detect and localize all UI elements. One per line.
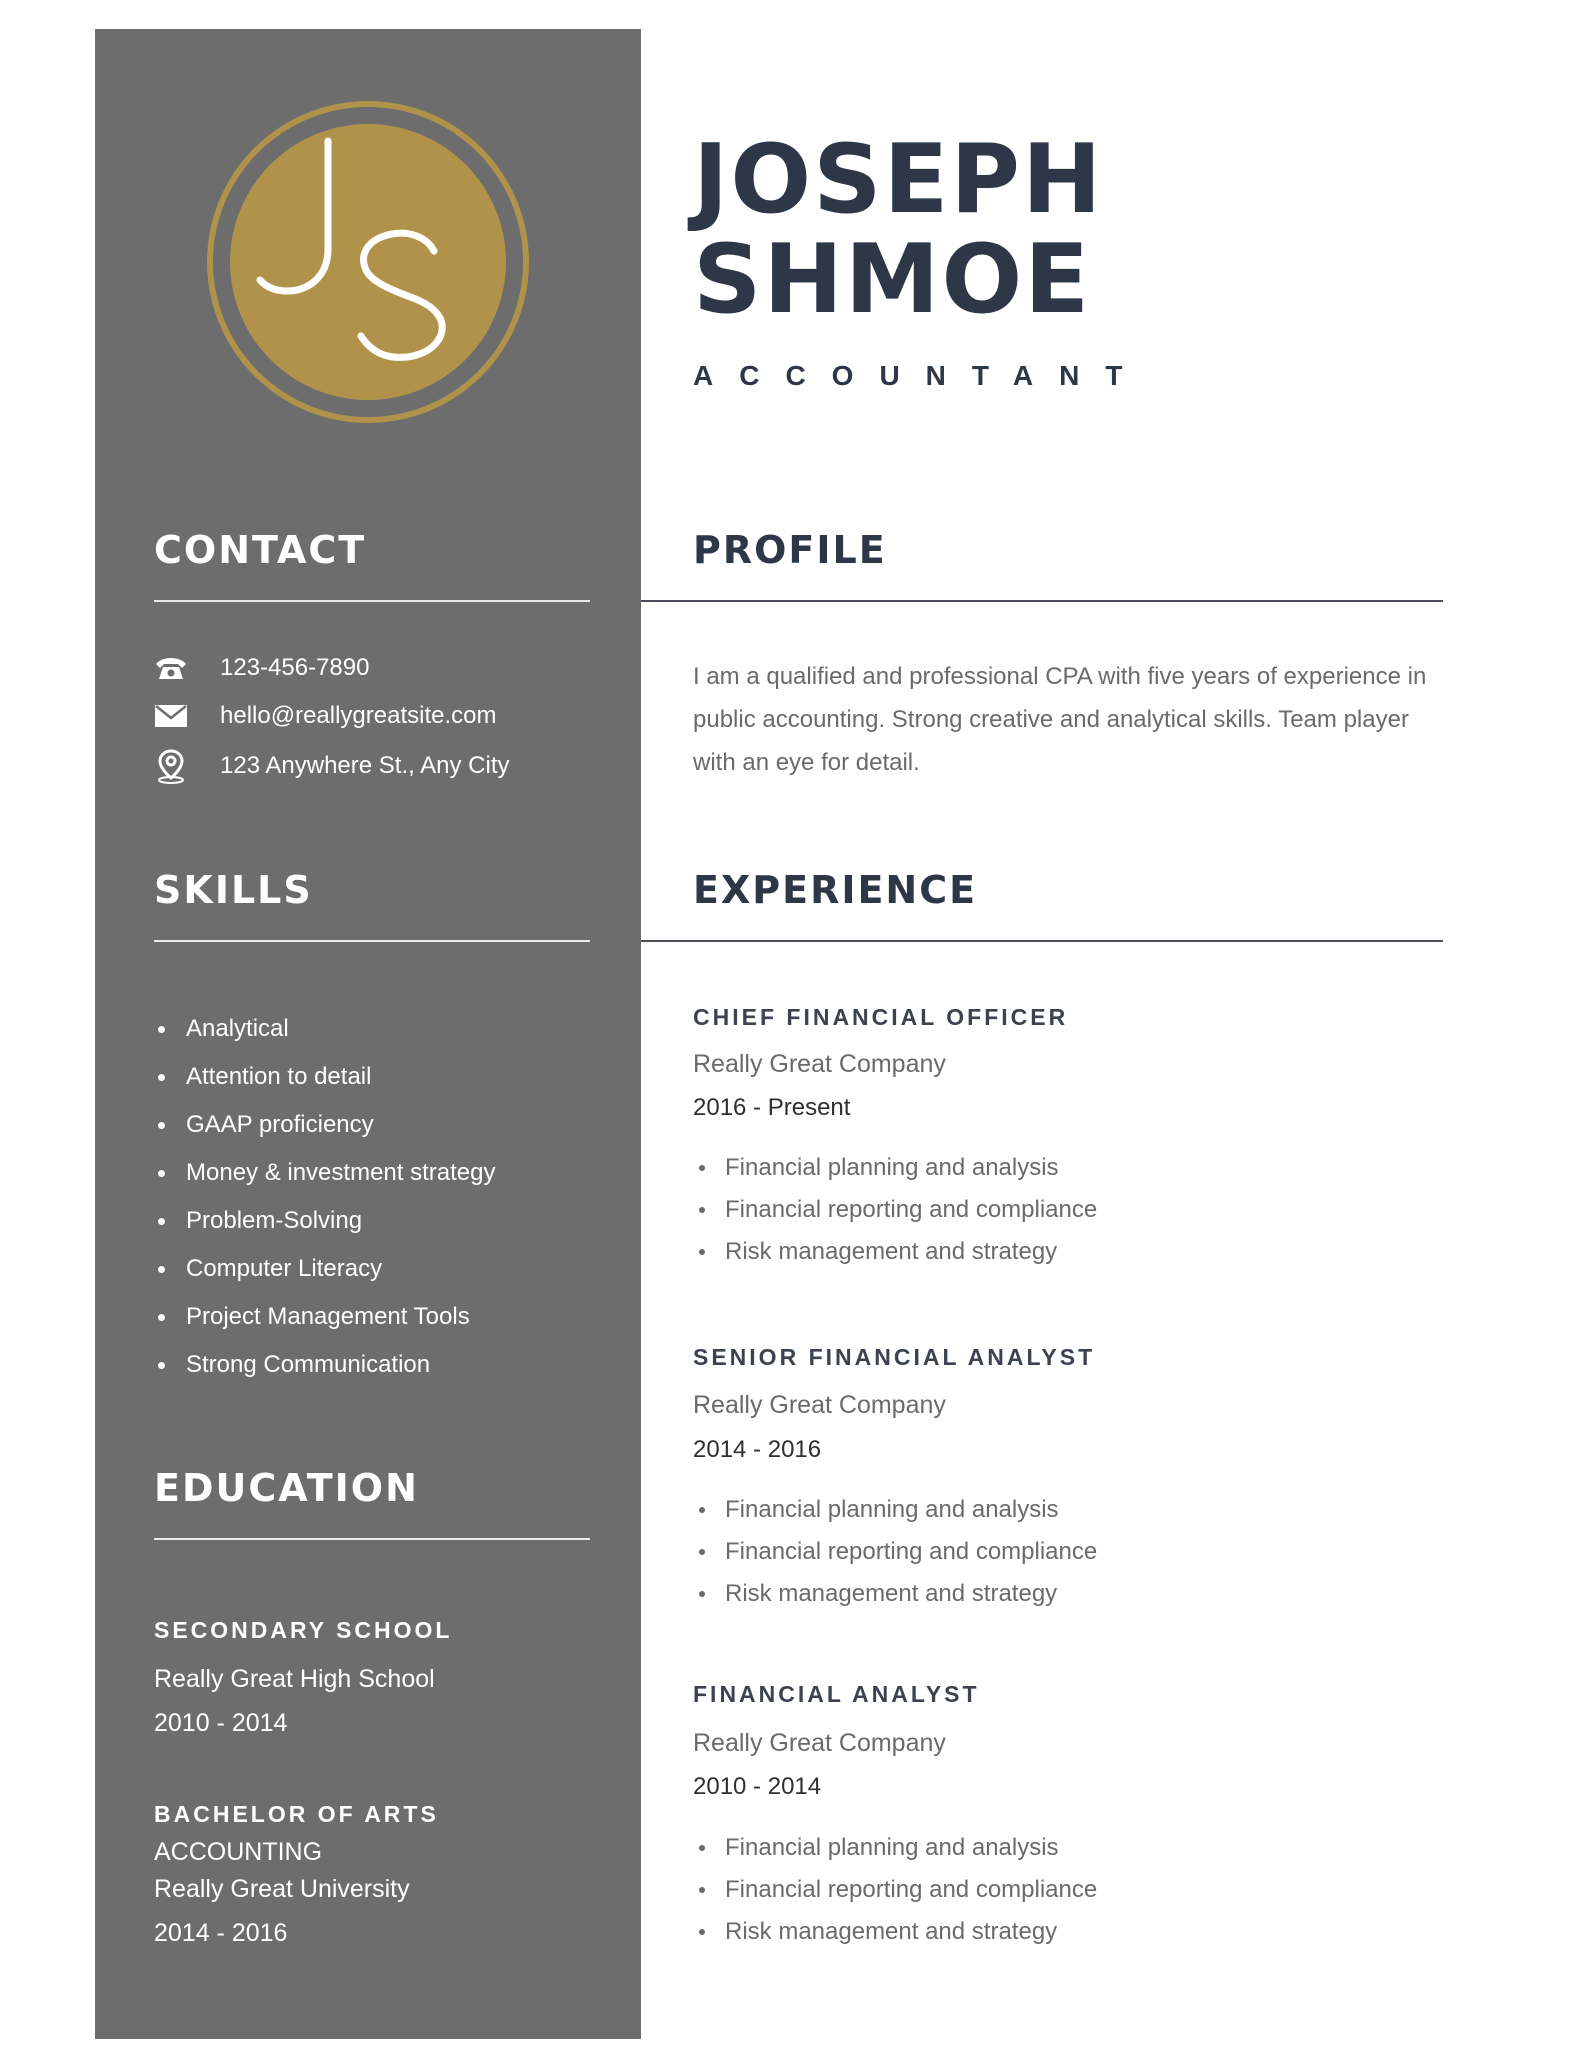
job-title: ACCOUNTANT <box>693 360 1149 391</box>
education-heading: EDUCATION <box>154 1466 419 1510</box>
list-item: Project Management Tools <box>154 1293 495 1341</box>
contact-divider <box>154 600 590 602</box>
profile-divider <box>641 600 1443 602</box>
job-bullets <box>693 1147 1097 1273</box>
contact-phone-text: 123-456-7890 <box>220 654 370 681</box>
list-item: Problem-Solving <box>154 1197 495 1245</box>
education-major: ACCOUNTING <box>154 1838 323 1866</box>
list-item: Computer Literacy <box>154 1245 495 1293</box>
list-item: Financial reporting and compliance <box>693 1531 1097 1573</box>
education-dates: 2014 - 2016 <box>154 1919 288 1947</box>
education-title: BACHELOR OF ARTS <box>154 1801 439 1827</box>
list-item: Financial reporting and compliance <box>693 1189 1097 1231</box>
job-title: SENIOR FINANCIAL ANALYST <box>693 1344 1096 1370</box>
full-name <box>693 125 1104 335</box>
experience-divider <box>641 940 1443 942</box>
skills-divider <box>154 940 590 942</box>
job-title: FINANCIAL ANALYST <box>693 1681 980 1707</box>
monogram-logo <box>205 99 531 425</box>
contact-address <box>154 746 510 786</box>
contact-phone <box>154 648 369 688</box>
education-title: SECONDARY SCHOOL <box>154 1617 453 1643</box>
education-school: Really Great University <box>154 1875 410 1903</box>
list-item: GAAP proficiency <box>154 1101 495 1149</box>
list-item: Strong Communication <box>154 1341 495 1389</box>
job-bullets <box>693 1827 1097 1953</box>
education-dates: 2010 - 2014 <box>154 1709 288 1737</box>
name-last: SHMOE <box>693 225 1092 335</box>
list-item: Attention to detail <box>154 1053 495 1101</box>
contact-email-text: hello@reallygreatsite.com <box>220 702 497 729</box>
name-first: JOSEPH <box>693 125 1104 235</box>
education-divider <box>154 1538 590 1540</box>
job-dates: 2010 - 2014 <box>693 1773 822 1800</box>
list-item: Risk management and strategy <box>693 1231 1097 1273</box>
contact-address-text: 123 Anywhere St., Any City <box>220 752 510 779</box>
job-company: Really Great Company <box>693 1050 946 1078</box>
job-dates: 2014 - 2016 <box>693 1436 822 1463</box>
job-bullets <box>693 1489 1097 1615</box>
list-item: Money & investment strategy <box>154 1149 495 1197</box>
experience-heading: EXPERIENCE <box>693 868 978 912</box>
location-pin-icon <box>154 749 188 783</box>
education-school: Really Great High School <box>154 1665 435 1693</box>
job-company: Really Great Company <box>693 1391 946 1419</box>
profile-heading: PROFILE <box>693 528 887 572</box>
list-item: Financial reporting and compliance <box>693 1869 1097 1911</box>
contact-email <box>154 696 496 736</box>
list-item: Financial planning and analysis <box>693 1147 1097 1189</box>
skills-heading: SKILLS <box>154 868 313 912</box>
email-icon <box>154 699 188 733</box>
phone-icon <box>154 651 188 685</box>
contact-heading: CONTACT <box>154 528 367 572</box>
job-dates: 2016 - Present <box>693 1094 851 1121</box>
list-item: Analytical <box>154 1005 495 1053</box>
list-item: Financial planning and analysis <box>693 1489 1097 1531</box>
list-item: Risk management and strategy <box>693 1573 1097 1615</box>
job-company: Really Great Company <box>693 1729 946 1757</box>
list-item: Risk management and strategy <box>693 1911 1097 1953</box>
list-item: Financial planning and analysis <box>693 1827 1097 1869</box>
skills-list <box>154 1005 495 1389</box>
job-title: CHIEF FINANCIAL OFFICER <box>693 1004 1069 1030</box>
profile-text: I am a qualified and professional CPA with five years of experience in public accounting. Strong creative and analytical skills. Team player with an eye for detail. <box>693 663 1427 776</box>
